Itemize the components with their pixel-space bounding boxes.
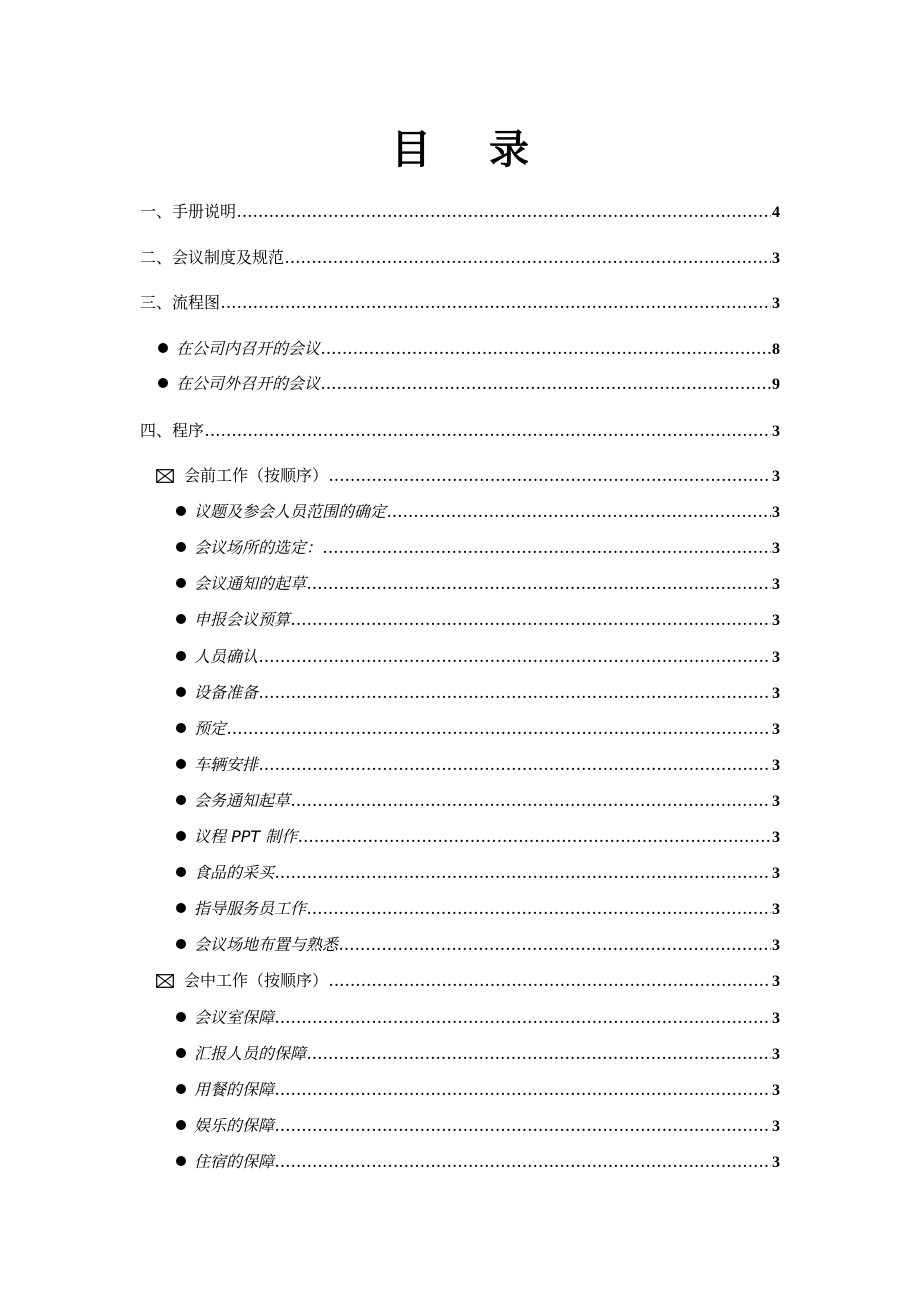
- dot-leader: [221, 292, 771, 316]
- toc-entry-label: 在公司内召开的会议: [176, 339, 321, 358]
- bullet-dot-icon: [176, 795, 186, 805]
- dot-leader: [275, 1115, 771, 1139]
- bullet-dot-icon: [176, 578, 186, 588]
- toc-entry-label: 会议室保障: [194, 1008, 275, 1027]
- toc-entry-label: 会议场所的选定：: [194, 538, 323, 557]
- bullet-dot-icon: [158, 343, 168, 353]
- toc-entry-label: 预定: [194, 719, 227, 738]
- dot-leader: [307, 1043, 771, 1067]
- bullet-dot-icon: [176, 1084, 186, 1094]
- toc-entry-label: 娱乐的保障: [194, 1116, 275, 1135]
- toc-entry-label: 二、会议制度及规范: [140, 248, 285, 267]
- toc-entry-notice-drafting[interactable]: [176, 572, 780, 596]
- dot-leader: [259, 754, 771, 778]
- toc-entry-vehicles[interactable]: [176, 753, 780, 777]
- toc-entry-lodging-support[interactable]: [176, 1150, 780, 1174]
- toc-entry-page: 3: [772, 1082, 780, 1099]
- toc-entry-label: 食品的采买: [194, 863, 275, 882]
- envelope-icon: [156, 974, 174, 988]
- bullet-dot-icon: [176, 723, 186, 733]
- dot-leader: [291, 790, 771, 814]
- toc-entry-presenter-support[interactable]: [176, 1042, 780, 1066]
- toc-entry-page: 3: [772, 250, 780, 267]
- toc-entry-page: 3: [772, 973, 780, 990]
- toc-entry-page: 3: [772, 685, 780, 702]
- bullet-dot-icon: [176, 687, 186, 697]
- toc-entry-page: 3: [772, 1154, 780, 1171]
- bullet-dot-icon: [176, 903, 186, 913]
- dot-leader: [298, 826, 771, 850]
- dot-leader: [307, 898, 771, 922]
- bullet-dot-icon: [176, 1120, 186, 1130]
- dot-leader: [275, 1007, 771, 1031]
- bullet-dot-icon: [176, 614, 186, 624]
- dot-leader: [321, 338, 771, 362]
- toc-entry-label: 议程 PPT 制作: [194, 827, 298, 846]
- toc-entry-page: 3: [772, 295, 780, 312]
- toc-entry-booking[interactable]: [176, 717, 780, 741]
- toc-entry-label: 一、手册说明: [140, 202, 237, 221]
- toc-entry-food-purchase[interactable]: [176, 861, 780, 885]
- dot-leader: [285, 247, 771, 271]
- bullet-dot-icon: [176, 542, 186, 552]
- toc-entry-meeting-rules[interactable]: [140, 246, 780, 270]
- dot-leader: [275, 1151, 771, 1175]
- bullet-dot-icon: [176, 759, 186, 769]
- toc-entry-venue-selection[interactable]: [176, 536, 780, 560]
- toc-entry-page: 3: [772, 540, 780, 557]
- toc-entry-label: 设备准备: [194, 683, 259, 702]
- toc-entry-attendee-confirmation[interactable]: [176, 645, 780, 669]
- dot-leader: [307, 573, 771, 597]
- toc-entry-label: 三、流程图: [140, 293, 221, 312]
- toc-entry-label: 四、程序: [140, 421, 205, 440]
- dot-leader: [329, 465, 771, 489]
- toc-entry-label: 汇报人员的保障: [194, 1044, 307, 1063]
- toc-entry-external-meeting[interactable]: [158, 372, 780, 396]
- toc-entry-agenda-ppt[interactable]: [176, 825, 780, 849]
- bullet-dot-icon: [176, 831, 186, 841]
- toc-entry-page: 4: [772, 204, 780, 221]
- bullet-dot-icon: [176, 939, 186, 949]
- toc-entry-page: 8: [772, 341, 780, 358]
- toc-entry-procedure[interactable]: [140, 419, 780, 443]
- toc-entry-page: 3: [772, 468, 780, 485]
- toc-entry-page: 3: [772, 1118, 780, 1135]
- toc-entry-affairs-notice[interactable]: [176, 789, 780, 813]
- dot-leader: [329, 970, 771, 994]
- toc-entry-dining-support[interactable]: [176, 1078, 780, 1102]
- dot-leader: [291, 609, 771, 633]
- toc-entry-label: 人员确认: [194, 647, 259, 666]
- toc-entry-equipment[interactable]: [176, 681, 780, 705]
- dot-leader: [321, 373, 771, 397]
- toc-entry-venue-setup[interactable]: [176, 933, 780, 957]
- bullet-dot-icon: [176, 651, 186, 661]
- toc-entry-page: 3: [772, 721, 780, 738]
- toc-entry-page: 3: [772, 757, 780, 774]
- toc-entry-page: 3: [772, 612, 780, 629]
- toc-entry-label: 会议通知的起草: [194, 574, 307, 593]
- toc-entry-page: 3: [772, 829, 780, 846]
- dot-leader: [275, 1079, 771, 1103]
- toc-entry-label: 车辆安排: [194, 755, 259, 774]
- toc-entry-label: 用餐的保障: [194, 1080, 275, 1099]
- toc-entry-page: 3: [772, 937, 780, 954]
- toc-entry-page: 3: [772, 1010, 780, 1027]
- toc-entry-budget[interactable]: [176, 608, 780, 632]
- bullet-dot-icon: [176, 867, 186, 877]
- dot-leader: [339, 934, 771, 958]
- toc-entry-manual-description[interactable]: [140, 200, 780, 224]
- toc-entry-topic-scope[interactable]: [176, 500, 780, 524]
- dot-leader: [387, 501, 771, 525]
- bullet-dot-icon: [176, 506, 186, 516]
- toc-entry-page: 3: [772, 576, 780, 593]
- toc-entry-page: 3: [772, 423, 780, 440]
- toc-entry-in-meeting-work[interactable]: [156, 969, 780, 993]
- toc-entry-label: 指导服务员工作: [194, 899, 307, 918]
- dot-leader: [227, 718, 771, 742]
- toc-entry-label: 住宿的保障: [194, 1152, 275, 1171]
- bullet-dot-icon: [176, 1012, 186, 1022]
- toc-entry-label: 会议场地布置与熟悉: [194, 935, 339, 954]
- dot-leader: [323, 537, 771, 561]
- bullet-dot-icon: [158, 378, 168, 388]
- dot-leader: [275, 862, 771, 886]
- toc-entry-page: 3: [772, 504, 780, 521]
- toc-entry-internal-meeting[interactable]: [158, 337, 780, 361]
- bullet-dot-icon: [176, 1156, 186, 1166]
- toc-entry-label: 会中工作（按顺序）: [184, 971, 329, 990]
- toc-entry-room-support[interactable]: [176, 1006, 780, 1030]
- toc-entry-page: 3: [772, 865, 780, 882]
- toc-entry-page: 9: [772, 376, 780, 393]
- toc-entry-entertainment-support[interactable]: [176, 1114, 780, 1138]
- toc-entry-staff-guidance[interactable]: [176, 897, 780, 921]
- toc-entry-page: 3: [772, 793, 780, 810]
- dot-leader: [205, 420, 771, 444]
- toc-entry-page: 3: [772, 1046, 780, 1063]
- envelope-icon: [156, 469, 174, 483]
- dot-leader: [259, 682, 771, 706]
- toc-entry-flowchart[interactable]: [140, 291, 780, 315]
- toc-entry-page: 3: [772, 901, 780, 918]
- toc-entry-label: 在公司外召开的会议: [176, 374, 321, 393]
- toc-entry-label: 会务通知起草: [194, 791, 291, 810]
- toc-entry-label: 会前工作（按顺序）: [184, 466, 329, 485]
- toc-entry-label: 申报会议预算: [194, 610, 291, 629]
- dot-leader: [259, 646, 771, 670]
- toc-title: 目 录: [391, 127, 551, 173]
- toc-entry-label: 议题及参会人员范围的确定: [194, 502, 387, 521]
- toc-entry-page: 3: [772, 649, 780, 666]
- toc-entry-pre-meeting-work[interactable]: [156, 464, 780, 488]
- dot-leader: [237, 201, 771, 225]
- bullet-dot-icon: [176, 1048, 186, 1058]
